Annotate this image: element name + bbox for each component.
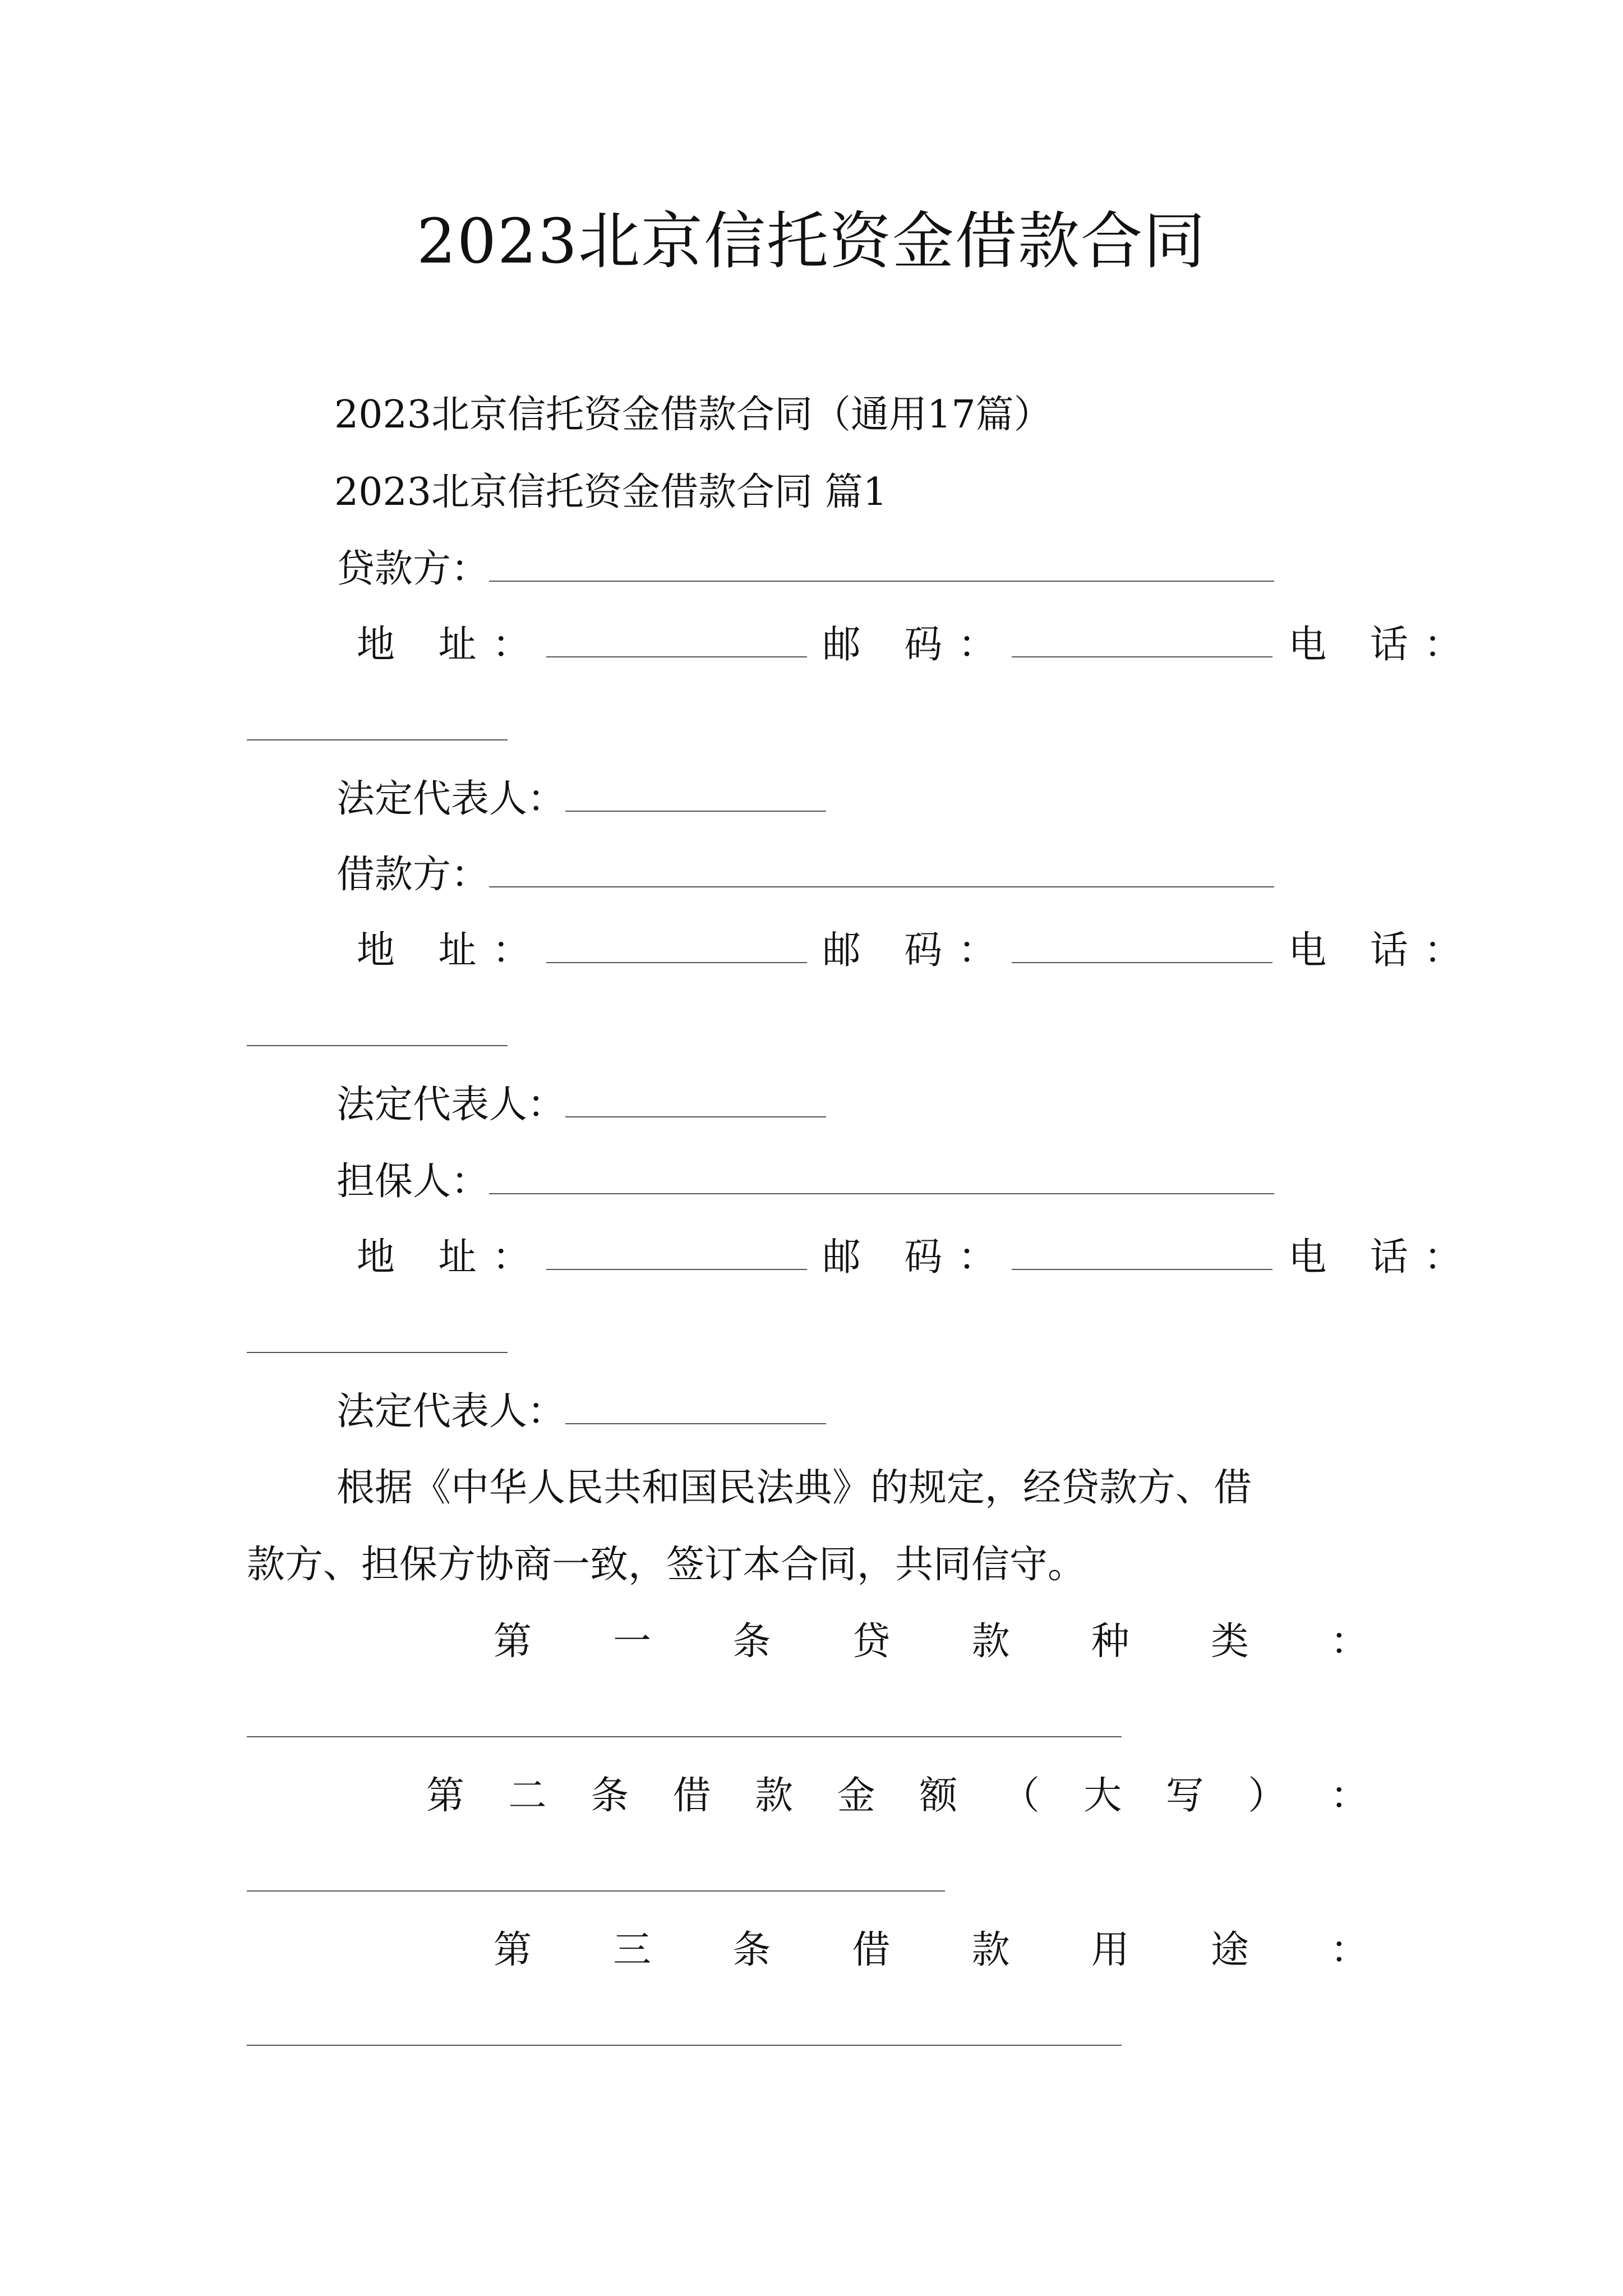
- article-1-heading: [494, 1614, 1368, 1670]
- article-2-char: 第: [426, 1774, 465, 1818]
- lender-postcode-blank: [1012, 624, 1272, 657]
- lender-address-blank: [546, 624, 807, 657]
- preamble-line-2: 款方、担保方协商一致，签订本合同，共同信守。: [247, 1543, 1086, 1587]
- article-2-char: （: [1001, 1774, 1040, 1818]
- guarantor-address-blank: [546, 1236, 807, 1270]
- article-1-blank: [247, 1736, 1122, 1737]
- borrower-contact-row: [357, 923, 1478, 979]
- borrower-postcode-blank: [1012, 930, 1272, 963]
- article-1-char: 类: [1210, 1619, 1249, 1664]
- document-title: 2023北京信托资金借款合同: [417, 205, 1206, 277]
- article-2-char: ：: [1330, 1774, 1368, 1818]
- article-1-char: 一: [613, 1619, 652, 1664]
- borrower-rep-label: 法定代表人：: [336, 1083, 566, 1127]
- guarantor-postcode-blank: [1012, 1236, 1272, 1270]
- article-3-char: 条: [732, 1928, 771, 1972]
- borrower-phone-blank: [247, 1045, 508, 1046]
- lender-rep-row: [336, 771, 826, 827]
- article-3-blank: [247, 2045, 1122, 2046]
- article-3-heading: [494, 1922, 1368, 1978]
- lender-rep-label: 法定代表人：: [336, 777, 566, 821]
- section-heading: 2023北京信托资金借款合同 篇1: [334, 470, 887, 514]
- article-3-char: ：: [1330, 1928, 1368, 1972]
- borrower-row: [336, 847, 1274, 903]
- guarantor-row: [336, 1154, 1274, 1210]
- guarantor-label: 担保人：: [336, 1159, 490, 1204]
- article-1-char: ：: [1330, 1619, 1368, 1664]
- guarantor-rep-row: [336, 1384, 826, 1440]
- article-3-char: 三: [613, 1928, 652, 1972]
- lender-blank: [489, 548, 1274, 582]
- guarantor-rep-blank: [565, 1391, 826, 1424]
- preamble-line-1: 根据《中华人民共和国民法典》的规定，经贷款方、借: [336, 1466, 1252, 1510]
- lender-phone-label: 电 话：: [1288, 623, 1478, 667]
- borrower-address-label: 地 址：: [357, 928, 546, 973]
- article-3-char: 款: [971, 1928, 1010, 1972]
- borrower-phone-label: 电 话：: [1288, 928, 1478, 973]
- article-3-char: 途: [1210, 1928, 1249, 1972]
- article-2-heading: [426, 1768, 1368, 1824]
- lender-label: 贷款方：: [336, 547, 490, 591]
- lender-address-label: 地 址：: [357, 623, 546, 667]
- article-2-char: 二: [508, 1774, 547, 1818]
- lender-phone-blank: [247, 739, 508, 740]
- article-3-char: 第: [494, 1928, 532, 1972]
- guarantor-contact-row: [357, 1230, 1478, 1286]
- article-2-char: 写: [1165, 1774, 1204, 1818]
- lender-rep-blank: [565, 778, 826, 812]
- article-2-char: 借: [672, 1774, 711, 1818]
- guarantor-address-label: 地 址：: [357, 1235, 546, 1280]
- article-2-char: 额: [919, 1774, 958, 1818]
- article-1-char: 第: [494, 1619, 532, 1664]
- article-3-char: 借: [852, 1928, 891, 1972]
- article-2-char: 条: [591, 1774, 629, 1818]
- article-1-char: 种: [1091, 1619, 1129, 1664]
- article-2-char: 款: [755, 1774, 794, 1818]
- borrower-postcode-label: 邮 码：: [822, 928, 1012, 973]
- article-1-char: 贷: [852, 1619, 891, 1664]
- article-2-blank: [247, 1890, 945, 1892]
- article-1-char: 条: [732, 1619, 771, 1664]
- article-1-char: 款: [971, 1619, 1010, 1664]
- borrower-blank: [489, 854, 1274, 887]
- borrower-rep-blank: [565, 1084, 826, 1117]
- guarantor-phone-label: 电 话：: [1288, 1235, 1478, 1280]
- document-subtitle: 2023北京信托资金借款合同（通用17篇）: [334, 393, 1052, 437]
- article-3-char: 用: [1091, 1928, 1129, 1972]
- lender-row: [336, 541, 1274, 597]
- lender-postcode-label: 邮 码：: [822, 623, 1012, 667]
- borrower-label: 借款方：: [336, 853, 490, 897]
- article-2-char: ）: [1248, 1774, 1287, 1818]
- article-2-char: 金: [837, 1774, 875, 1818]
- guarantor-blank: [489, 1161, 1274, 1194]
- lender-contact-row: [357, 617, 1478, 673]
- guarantor-rep-label: 法定代表人：: [336, 1389, 566, 1434]
- borrower-rep-row: [336, 1077, 826, 1133]
- guarantor-postcode-label: 邮 码：: [822, 1235, 1012, 1280]
- article-2-char: 大: [1083, 1774, 1122, 1818]
- guarantor-phone-blank: [247, 1352, 508, 1353]
- borrower-address-blank: [546, 930, 807, 963]
